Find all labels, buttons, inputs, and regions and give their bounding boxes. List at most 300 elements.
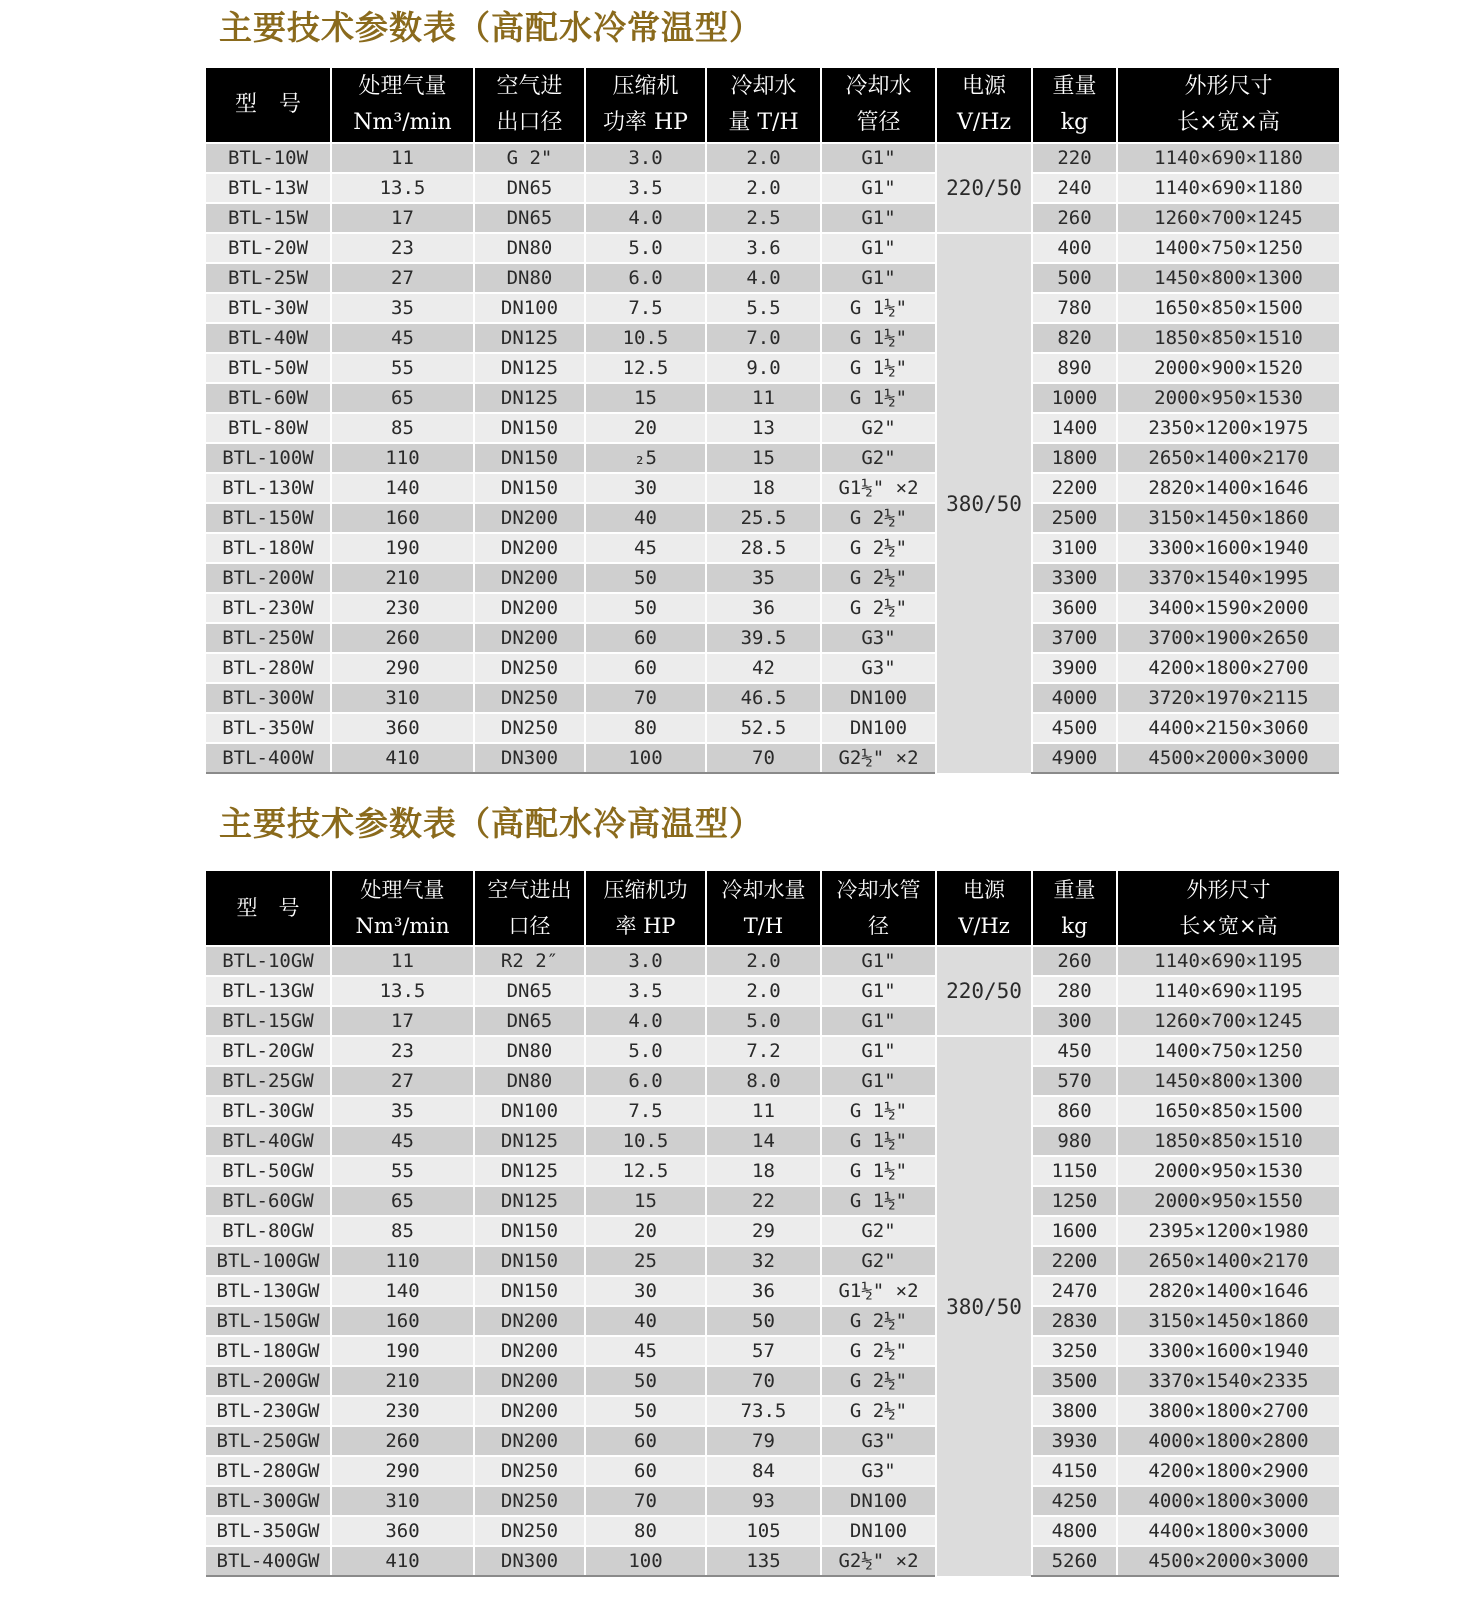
cell-model: BTL-150W <box>206 503 331 533</box>
cell-water-pipe: DN100 <box>821 1486 936 1516</box>
cell-port: DN125 <box>474 383 585 413</box>
table-row <box>206 323 1339 353</box>
cell-port: DN150 <box>474 473 585 503</box>
cell-water-flow: 13 <box>706 413 821 443</box>
cell-water-pipe: G2" <box>821 1246 936 1276</box>
cell-airflow: 290 <box>331 1456 474 1486</box>
cell-water-flow: 28.5 <box>706 533 821 563</box>
table-row <box>206 563 1339 593</box>
table-row <box>206 1006 1339 1036</box>
cell-compressor: 6.0 <box>585 263 706 293</box>
cell-dimensions: 3370×1540×1995 <box>1117 563 1339 593</box>
cell-water-pipe: G1" <box>821 263 936 293</box>
cell-compressor: 20 <box>585 1216 706 1246</box>
cell-port: DN150 <box>474 443 585 473</box>
cell-dimensions: 1650×850×1500 <box>1117 293 1339 323</box>
header-line: 冷却水 <box>730 74 797 99</box>
cell-weight: 220 <box>1032 143 1117 173</box>
cell-weight: 1800 <box>1032 443 1117 473</box>
cell-airflow: 230 <box>331 1396 474 1426</box>
cell-water-pipe: G 2½" <box>821 563 936 593</box>
header-row <box>206 871 1339 946</box>
cell-model: BTL-60W <box>206 383 331 413</box>
cell-compressor: 60 <box>585 623 706 653</box>
cell-compressor: 25 <box>585 1246 706 1276</box>
cell-airflow: 45 <box>331 323 474 353</box>
cell-airflow: 85 <box>331 1216 474 1246</box>
cell-compressor: 70 <box>585 1486 706 1516</box>
cell-compressor: 50 <box>585 1396 706 1426</box>
cell-airflow: 140 <box>331 473 474 503</box>
cell-compressor: 80 <box>585 713 706 743</box>
cell-model: BTL-250GW <box>206 1426 331 1456</box>
cell-model: BTL-10GW <box>206 946 331 976</box>
cell-weight: 3500 <box>1032 1366 1117 1396</box>
cell-port: DN200 <box>474 1396 585 1426</box>
header-line: Nm³/min <box>353 110 452 135</box>
cell-water-flow: 2.0 <box>706 946 821 976</box>
cell-weight: 500 <box>1032 263 1117 293</box>
table-row <box>206 263 1339 293</box>
header-line: 冷却水量 <box>721 878 806 902</box>
cell-compressor: 5.0 <box>585 233 706 263</box>
cell-weight: 1400 <box>1032 413 1117 443</box>
header-line: 长×宽×高 <box>1179 914 1278 938</box>
header-water-flow <box>706 871 821 946</box>
cell-airflow: 27 <box>331 1066 474 1096</box>
header-line: 外形尺寸 <box>1186 878 1271 902</box>
cell-compressor: 100 <box>585 1546 706 1576</box>
cell-airflow: 190 <box>331 1336 474 1366</box>
table-row <box>206 413 1339 443</box>
cell-dimensions: 1850×850×1510 <box>1117 323 1339 353</box>
header-line: V/Hz <box>956 110 1012 135</box>
cell-water-pipe: G2½" ×2 <box>821 1546 936 1576</box>
cell-airflow: 13.5 <box>331 173 474 203</box>
cell-airflow: 55 <box>331 353 474 383</box>
cell-compressor: 50 <box>585 593 706 623</box>
cell-weight: 3800 <box>1032 1396 1117 1426</box>
header-dimensions <box>1117 68 1339 143</box>
cell-model: BTL-230GW <box>206 1396 331 1426</box>
cell-weight: 2830 <box>1032 1306 1117 1336</box>
header-power <box>936 871 1032 946</box>
table-row <box>206 1036 1339 1066</box>
cell-water-flow: 29 <box>706 1216 821 1246</box>
cell-port: DN250 <box>474 713 585 743</box>
cell-port: DN65 <box>474 1006 585 1036</box>
header-weight <box>1032 68 1117 143</box>
header-line: 型 号 <box>236 896 300 920</box>
cell-port: DN250 <box>474 1456 585 1486</box>
cell-airflow: 35 <box>331 1096 474 1126</box>
cell-compressor: 80 <box>585 1516 706 1546</box>
cell-port: DN80 <box>474 263 585 293</box>
cell-dimensions: 1140×690×1195 <box>1117 946 1339 976</box>
cell-water-flow: 5.5 <box>706 293 821 323</box>
cell-port: DN125 <box>474 1156 585 1186</box>
cell-weight: 4150 <box>1032 1456 1117 1486</box>
cell-airflow: 17 <box>331 1006 474 1036</box>
cell-port: DN300 <box>474 1546 585 1576</box>
cell-water-pipe: G3" <box>821 1456 936 1486</box>
cell-water-flow: 46.5 <box>706 683 821 713</box>
cell-water-flow: 3.6 <box>706 233 821 263</box>
cell-airflow: 140 <box>331 1276 474 1306</box>
cell-compressor: 30 <box>585 473 706 503</box>
cell-model: BTL-80GW <box>206 1216 331 1246</box>
cell-water-pipe: G 2½" <box>821 1306 936 1336</box>
cell-model: BTL-280W <box>206 653 331 683</box>
cell-water-flow: 50 <box>706 1306 821 1336</box>
cell-port: DN200 <box>474 1426 585 1456</box>
cell-dimensions: 2000×950×1530 <box>1117 1156 1339 1186</box>
cell-port: DN200 <box>474 1336 585 1366</box>
cell-water-flow: 42 <box>706 653 821 683</box>
cell-model: BTL-40W <box>206 323 331 353</box>
cell-compressor: 12.5 <box>585 1156 706 1186</box>
cell-model: BTL-230W <box>206 593 331 623</box>
cell-dimensions: 4200×1800×2700 <box>1117 653 1339 683</box>
cell-weight: 4900 <box>1032 743 1117 773</box>
cell-dimensions: 3720×1970×2115 <box>1117 683 1339 713</box>
cell-compressor: 3.0 <box>585 143 706 173</box>
cell-compressor: 10.5 <box>585 1126 706 1156</box>
cell-weight: 780 <box>1032 293 1117 323</box>
cell-water-flow: 57 <box>706 1336 821 1366</box>
cell-compressor: ₂5 <box>585 443 706 473</box>
cell-compressor: 60 <box>585 1456 706 1486</box>
cell-dimensions: 4400×1800×3000 <box>1117 1516 1339 1546</box>
cell-weight: 240 <box>1032 173 1117 203</box>
table-row <box>206 623 1339 653</box>
table-row <box>206 173 1339 203</box>
cell-model: BTL-180W <box>206 533 331 563</box>
cell-model: BTL-13W <box>206 173 331 203</box>
cell-water-pipe: G 1½" <box>821 1126 936 1156</box>
cell-dimensions: 1260×700×1245 <box>1117 1006 1339 1036</box>
header-model <box>206 871 331 946</box>
cell-water-pipe: G3" <box>821 653 936 683</box>
cell-water-pipe: DN100 <box>821 713 936 743</box>
cell-water-pipe: G 1½" <box>821 383 936 413</box>
cell-model: BTL-10W <box>206 143 331 173</box>
cell-port: DN200 <box>474 1306 585 1336</box>
header-line: 长×宽×高 <box>1177 110 1280 135</box>
cell-compressor: 45 <box>585 1336 706 1366</box>
cell-water-flow: 22 <box>706 1186 821 1216</box>
cell-port: DN150 <box>474 1276 585 1306</box>
cell-weight: 3930 <box>1032 1426 1117 1456</box>
cell-water-pipe: G1½" ×2 <box>821 473 936 503</box>
cell-airflow: 65 <box>331 383 474 413</box>
cell-dimensions: 4500×2000×3000 <box>1117 1546 1339 1576</box>
cell-compressor: 4.0 <box>585 203 706 233</box>
cell-compressor: 10.5 <box>585 323 706 353</box>
cell-water-flow: 18 <box>706 1156 821 1186</box>
table-row <box>206 1066 1339 1096</box>
table-row <box>206 653 1339 683</box>
cell-water-pipe: G2½" ×2 <box>821 743 936 773</box>
cell-port: DN80 <box>474 1066 585 1096</box>
table-row <box>206 1156 1339 1186</box>
header-line: 空气进 <box>496 74 563 99</box>
table-row <box>206 743 1339 773</box>
cell-model: BTL-50W <box>206 353 331 383</box>
cell-model: BTL-180GW <box>206 1336 331 1366</box>
cell-compressor: 15 <box>585 383 706 413</box>
cell-dimensions: 3150×1450×1860 <box>1117 503 1339 533</box>
cell-water-pipe: G 2½" <box>821 593 936 623</box>
cell-compressor: 12.5 <box>585 353 706 383</box>
cell-dimensions: 1400×750×1250 <box>1117 233 1339 263</box>
cell-airflow: 35 <box>331 293 474 323</box>
header-line: 径 <box>868 914 889 938</box>
cell-model: BTL-25GW <box>206 1066 331 1096</box>
cell-airflow: 210 <box>331 1366 474 1396</box>
cell-airflow: 310 <box>331 1486 474 1516</box>
cell-compressor: 50 <box>585 1366 706 1396</box>
cell-airflow: 260 <box>331 1426 474 1456</box>
cell-airflow: 65 <box>331 1186 474 1216</box>
cell-port: DN150 <box>474 1216 585 1246</box>
cell-dimensions: 1850×850×1510 <box>1117 1126 1339 1156</box>
cell-dimensions: 3400×1590×2000 <box>1117 593 1339 623</box>
table-row <box>206 1276 1339 1306</box>
cell-airflow: 13.5 <box>331 976 474 1006</box>
cell-port: DN100 <box>474 293 585 323</box>
cell-dimensions: 2820×1400×1646 <box>1117 1276 1339 1306</box>
cell-model: BTL-130GW <box>206 1276 331 1306</box>
cell-airflow: 410 <box>331 1546 474 1576</box>
cell-weight: 4250 <box>1032 1486 1117 1516</box>
cell-water-pipe: DN100 <box>821 1516 936 1546</box>
cell-dimensions: 1450×800×1300 <box>1117 1066 1339 1096</box>
cell-water-flow: 93 <box>706 1486 821 1516</box>
cell-port: DN200 <box>474 593 585 623</box>
cell-airflow: 110 <box>331 1246 474 1276</box>
table-row <box>206 1396 1339 1426</box>
table-row <box>206 1486 1339 1516</box>
cell-model: BTL-20W <box>206 233 331 263</box>
cell-weight: 5260 <box>1032 1546 1117 1576</box>
cell-dimensions: 4000×1800×2800 <box>1117 1426 1339 1456</box>
cell-water-pipe: G1" <box>821 1006 936 1036</box>
cell-water-pipe: G 1½" <box>821 293 936 323</box>
header-line: 冷却水管 <box>836 878 921 902</box>
cell-water-flow: 70 <box>706 1366 821 1396</box>
table-row <box>206 443 1339 473</box>
table-row <box>206 713 1339 743</box>
cell-model: BTL-400GW <box>206 1546 331 1576</box>
cell-water-pipe: DN100 <box>821 683 936 713</box>
cell-water-flow: 9.0 <box>706 353 821 383</box>
header-line: 处理气量 <box>358 74 447 99</box>
cell-water-flow: 25.5 <box>706 503 821 533</box>
cell-water-pipe: G1½" ×2 <box>821 1276 936 1306</box>
power-cell: 220/50 <box>936 946 1032 1036</box>
cell-port: DN200 <box>474 563 585 593</box>
table-row <box>206 1366 1339 1396</box>
cell-compressor: 40 <box>585 1306 706 1336</box>
cell-weight: 3600 <box>1032 593 1117 623</box>
cell-compressor: 6.0 <box>585 1066 706 1096</box>
cell-model: BTL-80W <box>206 413 331 443</box>
header-line: 量 T/H <box>728 110 799 135</box>
cell-water-flow: 35 <box>706 563 821 593</box>
cell-water-pipe: G1" <box>821 1036 936 1066</box>
cell-compressor: 4.0 <box>585 1006 706 1036</box>
cell-port: DN200 <box>474 623 585 653</box>
table-row <box>206 1456 1339 1486</box>
cell-airflow: 45 <box>331 1126 474 1156</box>
header-line: 电源 <box>961 74 1006 99</box>
cell-dimensions: 1140×690×1180 <box>1117 143 1339 173</box>
header-line: 口径 <box>508 914 551 938</box>
cell-dimensions: 1140×690×1180 <box>1117 173 1339 203</box>
cell-airflow: 85 <box>331 413 474 443</box>
cell-water-flow: 39.5 <box>706 623 821 653</box>
table-row <box>206 1306 1339 1336</box>
cell-weight: 1250 <box>1032 1186 1117 1216</box>
table-row <box>206 1516 1339 1546</box>
cell-port: DN65 <box>474 203 585 233</box>
header-line: 空气进出 <box>487 878 572 902</box>
cell-model: BTL-200W <box>206 563 331 593</box>
cell-weight: 300 <box>1032 1006 1117 1036</box>
cell-weight: 570 <box>1032 1066 1117 1096</box>
cell-model: BTL-250W <box>206 623 331 653</box>
cell-dimensions: 2000×950×1530 <box>1117 383 1339 413</box>
cell-port: DN250 <box>474 683 585 713</box>
cell-water-flow: 70 <box>706 743 821 773</box>
cell-water-flow: 2.0 <box>706 143 821 173</box>
cell-weight: 4500 <box>1032 713 1117 743</box>
cell-airflow: 55 <box>331 1156 474 1186</box>
cell-port: DN125 <box>474 1186 585 1216</box>
cell-model: BTL-300GW <box>206 1486 331 1516</box>
header-line: 压缩机 <box>612 74 679 99</box>
cell-water-flow: 36 <box>706 593 821 623</box>
cell-port: DN200 <box>474 1366 585 1396</box>
cell-airflow: 160 <box>331 503 474 533</box>
cell-water-pipe: G1" <box>821 976 936 1006</box>
cell-model: BTL-60GW <box>206 1186 331 1216</box>
cell-compressor: 30 <box>585 1276 706 1306</box>
cell-port: DN65 <box>474 976 585 1006</box>
table-row <box>206 683 1339 713</box>
table-row <box>206 473 1339 503</box>
cell-water-flow: 2.0 <box>706 173 821 203</box>
cell-airflow: 310 <box>331 683 474 713</box>
section-title: 主要技术参数表（高配水冷常温型） <box>219 8 763 47</box>
header-line: kg <box>1061 914 1088 938</box>
cell-weight: 2500 <box>1032 503 1117 533</box>
cell-compressor: 5.0 <box>585 1036 706 1066</box>
header-line: 重量 <box>1053 878 1096 902</box>
table-row <box>206 353 1339 383</box>
header-line: Nm³/min <box>355 914 450 938</box>
cell-water-pipe: G1" <box>821 143 936 173</box>
cell-weight: 4000 <box>1032 683 1117 713</box>
table-row <box>206 233 1339 263</box>
cell-model: BTL-350W <box>206 713 331 743</box>
power-cell: 380/50 <box>936 1036 1032 1576</box>
cell-model: BTL-30GW <box>206 1096 331 1126</box>
header-line: V/Hz <box>958 914 1010 938</box>
cell-weight: 2200 <box>1032 1246 1117 1276</box>
cell-weight: 1600 <box>1032 1216 1117 1246</box>
cell-model: BTL-20GW <box>206 1036 331 1066</box>
cell-water-flow: 2.5 <box>706 203 821 233</box>
header-line: T/H <box>743 914 784 938</box>
cell-port: DN250 <box>474 653 585 683</box>
header-line: 功率 HP <box>603 110 688 135</box>
cell-dimensions: 1400×750×1250 <box>1117 1036 1339 1066</box>
cell-weight: 4800 <box>1032 1516 1117 1546</box>
cell-weight: 400 <box>1032 233 1117 263</box>
cell-weight: 980 <box>1032 1126 1117 1156</box>
cell-model: BTL-150GW <box>206 1306 331 1336</box>
cell-airflow: 410 <box>331 743 474 773</box>
cell-water-flow: 32 <box>706 1246 821 1276</box>
cell-dimensions: 4400×2150×3060 <box>1117 713 1339 743</box>
cell-port: G 2" <box>474 143 585 173</box>
cell-dimensions: 2650×1400×2170 <box>1117 443 1339 473</box>
header-line: 管径 <box>856 110 901 135</box>
spec-table <box>206 871 1339 1577</box>
cell-dimensions: 4200×1800×2900 <box>1117 1456 1339 1486</box>
cell-water-flow: 2.0 <box>706 976 821 1006</box>
cell-water-pipe: G2" <box>821 413 936 443</box>
cell-port: DN150 <box>474 1246 585 1276</box>
cell-port: DN65 <box>474 173 585 203</box>
cell-water-pipe: G 1½" <box>821 1186 936 1216</box>
cell-water-flow: 11 <box>706 1096 821 1126</box>
cell-compressor: 70 <box>585 683 706 713</box>
cell-weight: 2470 <box>1032 1276 1117 1306</box>
header-compressor <box>585 871 706 946</box>
cell-compressor: 40 <box>585 503 706 533</box>
header-model <box>206 68 331 143</box>
cell-water-pipe: G 1½" <box>821 323 936 353</box>
header-row <box>206 68 1339 143</box>
header-dimensions <box>1117 871 1339 946</box>
cell-compressor: 3.0 <box>585 946 706 976</box>
section-title: 主要技术参数表（高配水冷高温型） <box>219 804 763 843</box>
cell-weight: 3700 <box>1032 623 1117 653</box>
cell-weight: 1150 <box>1032 1156 1117 1186</box>
cell-airflow: 290 <box>331 653 474 683</box>
cell-dimensions: 3150×1450×1860 <box>1117 1306 1339 1336</box>
cell-weight: 260 <box>1032 946 1117 976</box>
table-row <box>206 976 1339 1006</box>
header-line: 冷却水 <box>845 74 912 99</box>
header-line: 电源 <box>963 878 1005 902</box>
cell-water-flow: 14 <box>706 1126 821 1156</box>
cell-weight: 3300 <box>1032 563 1117 593</box>
header-airflow <box>331 68 474 143</box>
cell-water-pipe: G3" <box>821 1426 936 1456</box>
header-line: 型 号 <box>234 92 301 117</box>
cell-port: DN80 <box>474 1036 585 1066</box>
cell-water-flow: 8.0 <box>706 1066 821 1096</box>
header-water-flow <box>706 68 821 143</box>
cell-water-flow: 7.2 <box>706 1036 821 1066</box>
cell-airflow: 360 <box>331 1516 474 1546</box>
cell-water-flow: 15 <box>706 443 821 473</box>
cell-port: DN80 <box>474 233 585 263</box>
